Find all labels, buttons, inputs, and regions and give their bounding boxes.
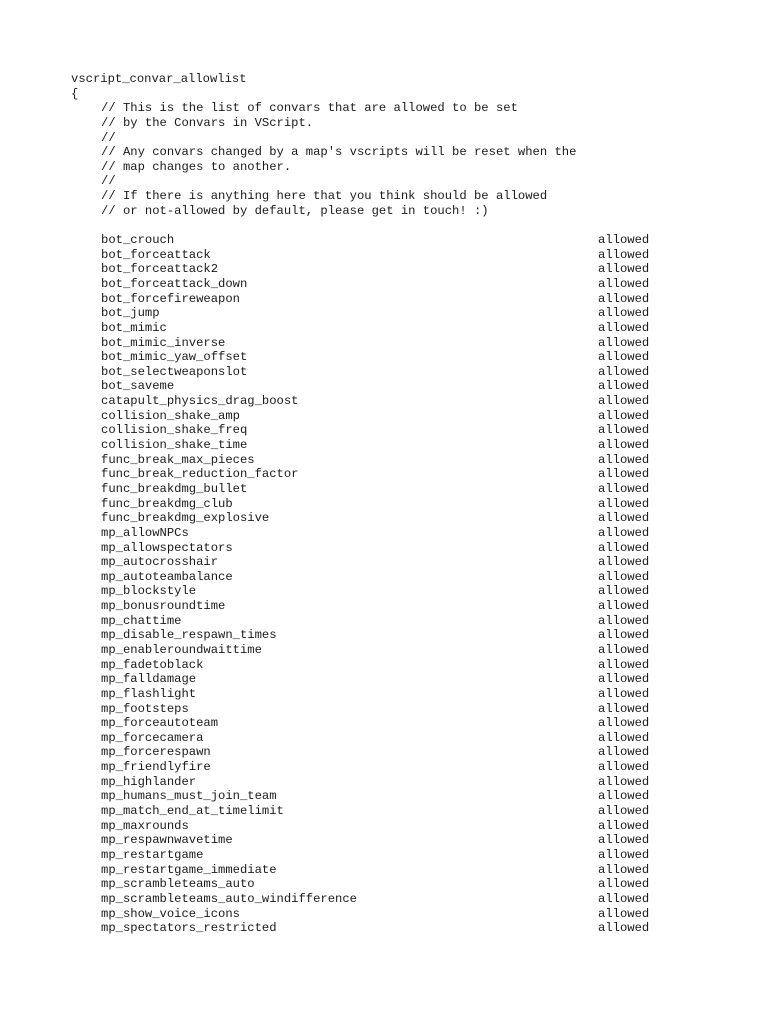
convar-row bbox=[71, 775, 681, 790]
convar-row bbox=[71, 570, 681, 585]
convar-value: allowed bbox=[598, 320, 650, 335]
convar-name: collision_shake_freq bbox=[101, 423, 248, 438]
convar-name: mp_restartgame_immediate bbox=[101, 862, 277, 877]
convar-row bbox=[71, 306, 681, 321]
convar-value: allowed bbox=[598, 584, 650, 599]
comment-line: // map changes to another. bbox=[101, 159, 292, 174]
convar-row bbox=[71, 643, 681, 658]
convar-name: mp_fadetoblack bbox=[101, 657, 204, 672]
convar-row bbox=[71, 789, 681, 804]
convar-row bbox=[71, 745, 681, 760]
convar-name: mp_maxrounds bbox=[101, 818, 189, 833]
convar-row bbox=[71, 541, 681, 556]
convar-row bbox=[71, 599, 681, 614]
convar-name: mp_autocrosshair bbox=[101, 555, 219, 570]
convar-name: mp_forcecamera bbox=[101, 730, 204, 745]
convar-row bbox=[71, 248, 681, 263]
convar-value: allowed bbox=[598, 716, 650, 731]
convar-name: func_break_max_pieces bbox=[101, 452, 255, 467]
convar-row bbox=[71, 921, 681, 936]
convar-value: allowed bbox=[598, 862, 650, 877]
convar-value: allowed bbox=[598, 452, 650, 467]
convar-name: func_breakdmg_explosive bbox=[101, 511, 270, 526]
convar-name: mp_humans_must_join_team bbox=[101, 789, 277, 804]
convar-row bbox=[71, 394, 681, 409]
convar-value: allowed bbox=[598, 701, 650, 716]
convar-row bbox=[71, 262, 681, 277]
convar-row bbox=[71, 423, 681, 438]
convar-name: mp_forcerespawn bbox=[101, 745, 211, 760]
comment-line: // Any convars changed by a map's vscripts will be reset when the bbox=[101, 145, 577, 160]
convar-row bbox=[71, 804, 681, 819]
convar-row bbox=[71, 526, 681, 541]
convar-row bbox=[71, 365, 681, 380]
convar-value: allowed bbox=[598, 233, 650, 248]
convar-row bbox=[71, 687, 681, 702]
convar-name: func_breakdmg_club bbox=[101, 496, 233, 511]
convar-value: allowed bbox=[598, 262, 650, 277]
convar-value: allowed bbox=[598, 833, 650, 848]
convar-name: bot_forceattack2 bbox=[101, 262, 219, 277]
convar-value: allowed bbox=[598, 628, 650, 643]
convar-value: allowed bbox=[598, 306, 650, 321]
convar-value: allowed bbox=[598, 686, 650, 701]
convar-name: mp_scrambleteams_auto bbox=[101, 877, 255, 892]
convar-name: bot_forcefireweapon bbox=[101, 291, 240, 306]
convar-name: collision_shake_time bbox=[101, 438, 248, 453]
convar-row bbox=[71, 336, 681, 351]
convar-row bbox=[71, 819, 681, 834]
convar-row bbox=[71, 350, 681, 365]
convar-row bbox=[71, 628, 681, 643]
convar-value: allowed bbox=[598, 774, 650, 789]
convar-row bbox=[71, 877, 681, 892]
convar-value: allowed bbox=[598, 891, 650, 906]
convar-row bbox=[71, 907, 681, 922]
convar-value: allowed bbox=[598, 760, 650, 775]
convar-name: bot_mimic_inverse bbox=[101, 335, 226, 350]
convar-row bbox=[71, 555, 681, 570]
convar-row bbox=[71, 379, 681, 394]
convar-name: mp_allowspectators bbox=[101, 540, 233, 555]
convar-row bbox=[71, 438, 681, 453]
convar-name: mp_falldamage bbox=[101, 672, 197, 687]
comment-line: // bbox=[101, 174, 116, 189]
convar-value: allowed bbox=[598, 877, 650, 892]
block-name: vscript_convar_allowlist bbox=[71, 72, 247, 86]
convar-name: mp_friendlyfire bbox=[101, 760, 211, 775]
convar-name: bot_forceattack_down bbox=[101, 276, 248, 291]
convar-value: allowed bbox=[598, 789, 650, 804]
convar-name: func_break_reduction_factor bbox=[101, 467, 299, 482]
convar-name: mp_restartgame bbox=[101, 847, 204, 862]
convar-name: bot_saveme bbox=[101, 379, 175, 394]
convar-row bbox=[71, 658, 681, 673]
convar-name: bot_jump bbox=[101, 306, 160, 321]
convar-value: allowed bbox=[598, 818, 650, 833]
convar-name: mp_blockstyle bbox=[101, 584, 197, 599]
convar-name: mp_scrambleteams_auto_windifference bbox=[101, 891, 357, 906]
convar-name: collision_shake_amp bbox=[101, 408, 240, 423]
convar-value: allowed bbox=[598, 350, 650, 365]
convar-value: allowed bbox=[598, 335, 650, 350]
convar-row bbox=[71, 467, 681, 482]
convar-row bbox=[71, 731, 681, 746]
convar-value: allowed bbox=[598, 291, 650, 306]
convar-value: allowed bbox=[598, 642, 650, 657]
convar-value: allowed bbox=[598, 394, 650, 409]
convar-value: allowed bbox=[598, 525, 650, 540]
convar-name: catapult_physics_drag_boost bbox=[101, 394, 299, 409]
convar-value: allowed bbox=[598, 467, 650, 482]
convar-row bbox=[71, 277, 681, 292]
convar-value: allowed bbox=[598, 906, 650, 921]
convar-value: allowed bbox=[598, 921, 650, 936]
convar-value: allowed bbox=[598, 364, 650, 379]
convar-value: allowed bbox=[598, 481, 650, 496]
convar-value: allowed bbox=[598, 555, 650, 570]
convar-row bbox=[71, 863, 681, 878]
convar-name: bot_mimic_yaw_offset bbox=[101, 350, 248, 365]
convar-value: allowed bbox=[598, 613, 650, 628]
convar-value: allowed bbox=[598, 745, 650, 760]
comment-line: // bbox=[101, 130, 116, 145]
comment-line: // by the Convars in VScript. bbox=[101, 115, 314, 130]
convar-name: mp_match_end_at_timelimit bbox=[101, 804, 284, 819]
convar-value: allowed bbox=[598, 511, 650, 526]
convar-name: mp_allowNPCs bbox=[101, 525, 189, 540]
convar-row bbox=[71, 292, 681, 307]
convar-row bbox=[71, 482, 681, 497]
convar-row bbox=[71, 848, 681, 863]
convar-name: mp_disable_respawn_times bbox=[101, 628, 277, 643]
convar-name: mp_spectators_restricted bbox=[101, 921, 277, 936]
convar-value: allowed bbox=[598, 730, 650, 745]
convar-value: allowed bbox=[598, 276, 650, 291]
convar-value: allowed bbox=[598, 423, 650, 438]
convar-value: allowed bbox=[598, 672, 650, 687]
convar-value: allowed bbox=[598, 379, 650, 394]
open-brace: { bbox=[71, 86, 79, 101]
comment-line: // If there is anything here that you think should be allowed bbox=[101, 189, 548, 204]
convar-name: mp_show_voice_icons bbox=[101, 906, 240, 921]
convar-value: allowed bbox=[598, 804, 650, 819]
convar-value: allowed bbox=[598, 496, 650, 511]
blank-line bbox=[71, 218, 681, 233]
convar-value: allowed bbox=[598, 569, 650, 584]
convar-name: mp_bonusroundtime bbox=[101, 599, 226, 614]
convar-row bbox=[71, 233, 681, 248]
convar-list bbox=[71, 233, 681, 936]
convar-value: allowed bbox=[598, 657, 650, 672]
convar-row bbox=[71, 716, 681, 731]
convar-name: bot_crouch bbox=[101, 233, 175, 248]
convar-name: mp_respawnwavetime bbox=[101, 833, 233, 848]
convar-row bbox=[71, 833, 681, 848]
convar-row bbox=[71, 409, 681, 424]
convar-row bbox=[71, 760, 681, 775]
convar-name: mp_chattime bbox=[101, 613, 182, 628]
convar-value: allowed bbox=[598, 540, 650, 555]
convar-value: allowed bbox=[598, 438, 650, 453]
convar-value: allowed bbox=[598, 247, 650, 262]
convar-name: bot_mimic bbox=[101, 320, 167, 335]
convar-row bbox=[71, 453, 681, 468]
convar-row bbox=[71, 511, 681, 526]
convar-row bbox=[71, 321, 681, 336]
convar-row bbox=[71, 584, 681, 599]
convar-name: bot_selectweaponslot bbox=[101, 364, 248, 379]
document-page bbox=[71, 72, 681, 936]
convar-value: allowed bbox=[598, 408, 650, 423]
convar-value: allowed bbox=[598, 847, 650, 862]
convar-row bbox=[71, 672, 681, 687]
convar-name: mp_highlander bbox=[101, 774, 197, 789]
comment-line: // This is the list of convars that are allowed to be set bbox=[101, 101, 518, 116]
convar-name: func_breakdmg_bullet bbox=[101, 481, 248, 496]
convar-row bbox=[71, 702, 681, 717]
convar-name: mp_flashlight bbox=[101, 686, 197, 701]
convar-row bbox=[71, 497, 681, 512]
convar-name: bot_forceattack bbox=[101, 247, 211, 262]
convar-row bbox=[71, 614, 681, 629]
convar-name: mp_autoteambalance bbox=[101, 569, 233, 584]
convar-name: mp_forceautoteam bbox=[101, 716, 219, 731]
convar-row bbox=[71, 892, 681, 907]
convar-name: mp_footsteps bbox=[101, 701, 189, 716]
convar-name: mp_enableroundwaittime bbox=[101, 642, 262, 657]
convar-value: allowed bbox=[598, 599, 650, 614]
comment-block bbox=[71, 101, 681, 218]
comment-line: // or not-allowed by default, please get in touch! :) bbox=[101, 203, 489, 218]
